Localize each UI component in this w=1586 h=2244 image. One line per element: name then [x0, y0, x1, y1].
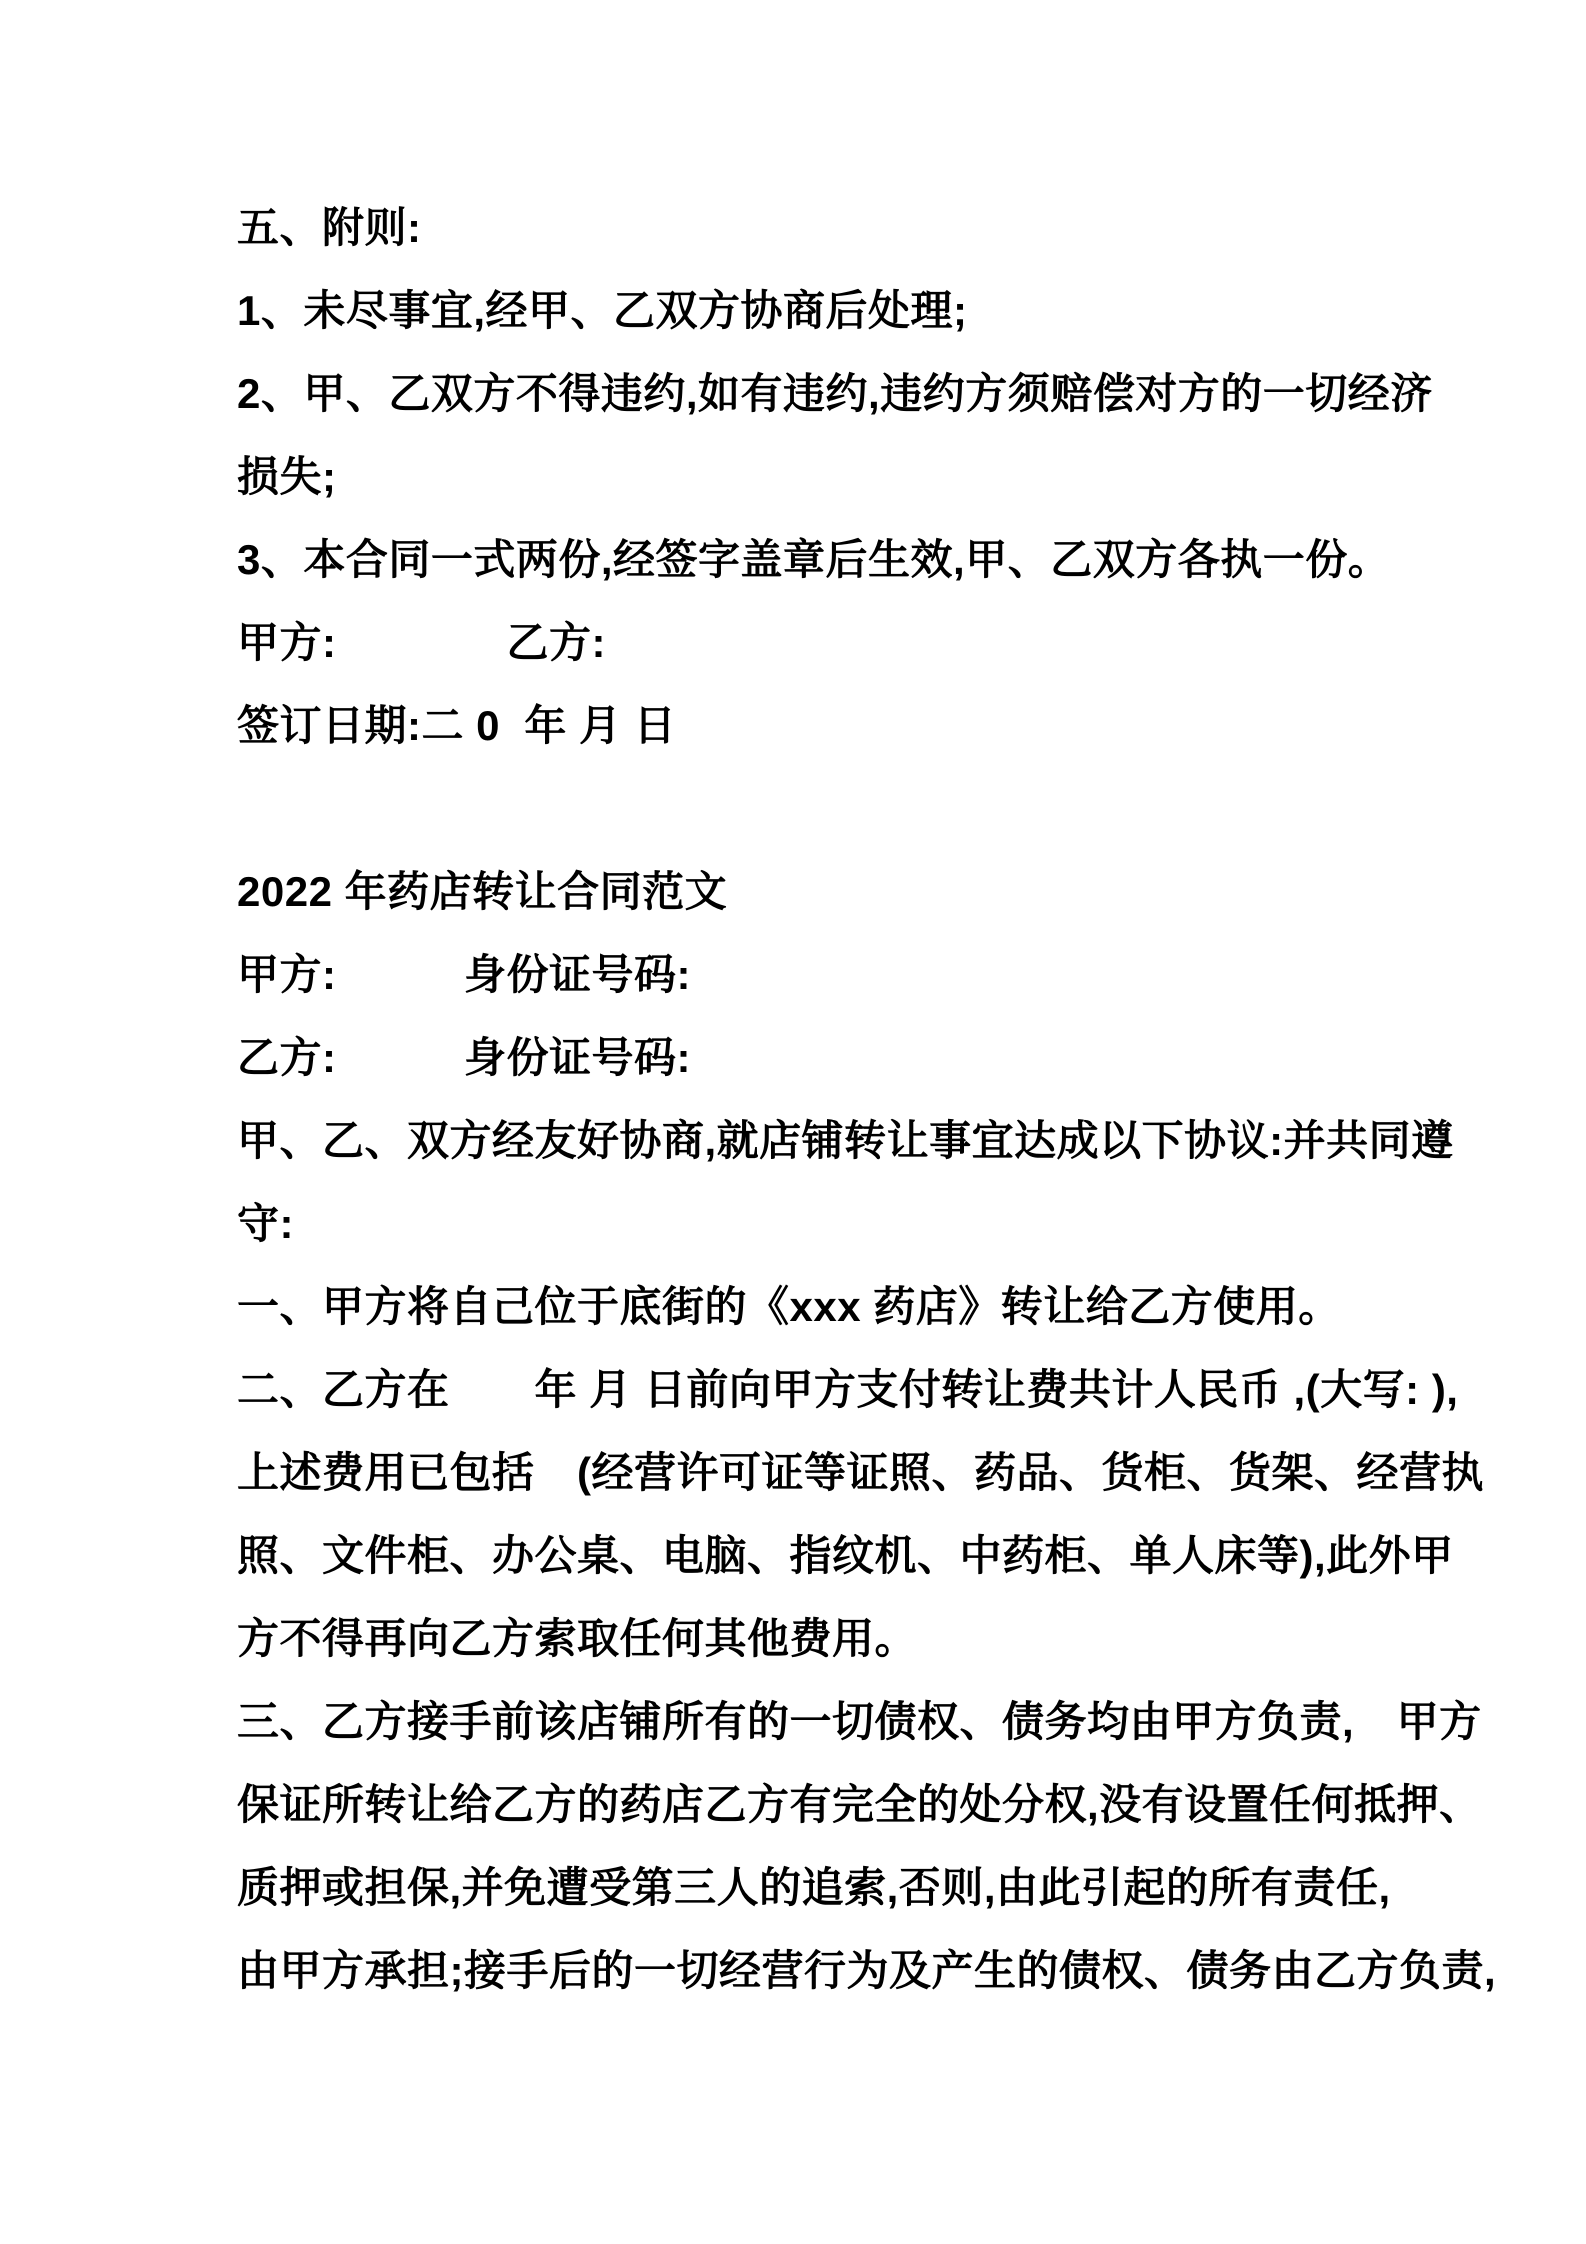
clause-line: 二、乙方在 年 月 日前向甲方支付转让费共计人民币 ,(大写: ),	[237, 1366, 1459, 1413]
signing-date-line: 签订日期:二 0 年 月 日	[237, 702, 677, 749]
party-b-id-line: 乙方: 身份证号码:	[237, 1034, 691, 1081]
clause-line: 照、文件柜、办公桌、电脑、指纹机、中药柜、单人床等),此外甲	[237, 1532, 1454, 1579]
party-a-id-line: 甲方: 身份证号码:	[237, 951, 691, 998]
clause-line: 上述费用已包括 (经营许可证等证照、药品、货柜、货架、经营执	[237, 1449, 1484, 1496]
clause-line: 2、甲、乙双方不得违约,如有违约,违约方须赔偿对方的一切经济	[237, 370, 1433, 417]
clause-line: 3、本合同一式两份,经签字盖章后生效,甲、乙双方各执一份。	[237, 536, 1391, 583]
clause-line: 1、未尽事宜,经甲、乙双方协商后处理;	[237, 287, 968, 334]
document-title: 2022 年药店转让合同范文	[237, 868, 728, 915]
clause-line: 质押或担保,并免遭受第三人的追索,否则,由此引起的所有责任,	[237, 1864, 1391, 1911]
preamble-line: 守:	[237, 1200, 294, 1247]
section-heading: 五、附则:	[237, 204, 422, 251]
clause-line: 方不得再向乙方索取任何其他费用。	[237, 1615, 918, 1662]
blank-line	[237, 767, 1422, 850]
contract-document	[237, 186, 1497, 2012]
clause-line: 三、乙方接手前该店铺所有的一切债权、债务均由甲方负责, 甲方	[237, 1698, 1482, 1745]
signature-party-line: 甲方: 乙方:	[237, 619, 606, 666]
preamble-line: 甲、乙、双方经友好协商,就店铺转让事宜达成以下协议:并共同遵	[237, 1117, 1454, 1164]
clause-line: 一、甲方将自己位于底街的《xxx 药店》转让给乙方使用。	[237, 1283, 1341, 1330]
clause-line: 损失;	[237, 453, 337, 500]
clause-line: 保证所转让给乙方的药店乙方有完全的处分权,没有设置任何抵押、	[237, 1781, 1482, 1828]
clause-line: 由甲方承担;接手后的一切经营行为及产生的债权、债务由乙方负责,	[237, 1947, 1497, 1994]
